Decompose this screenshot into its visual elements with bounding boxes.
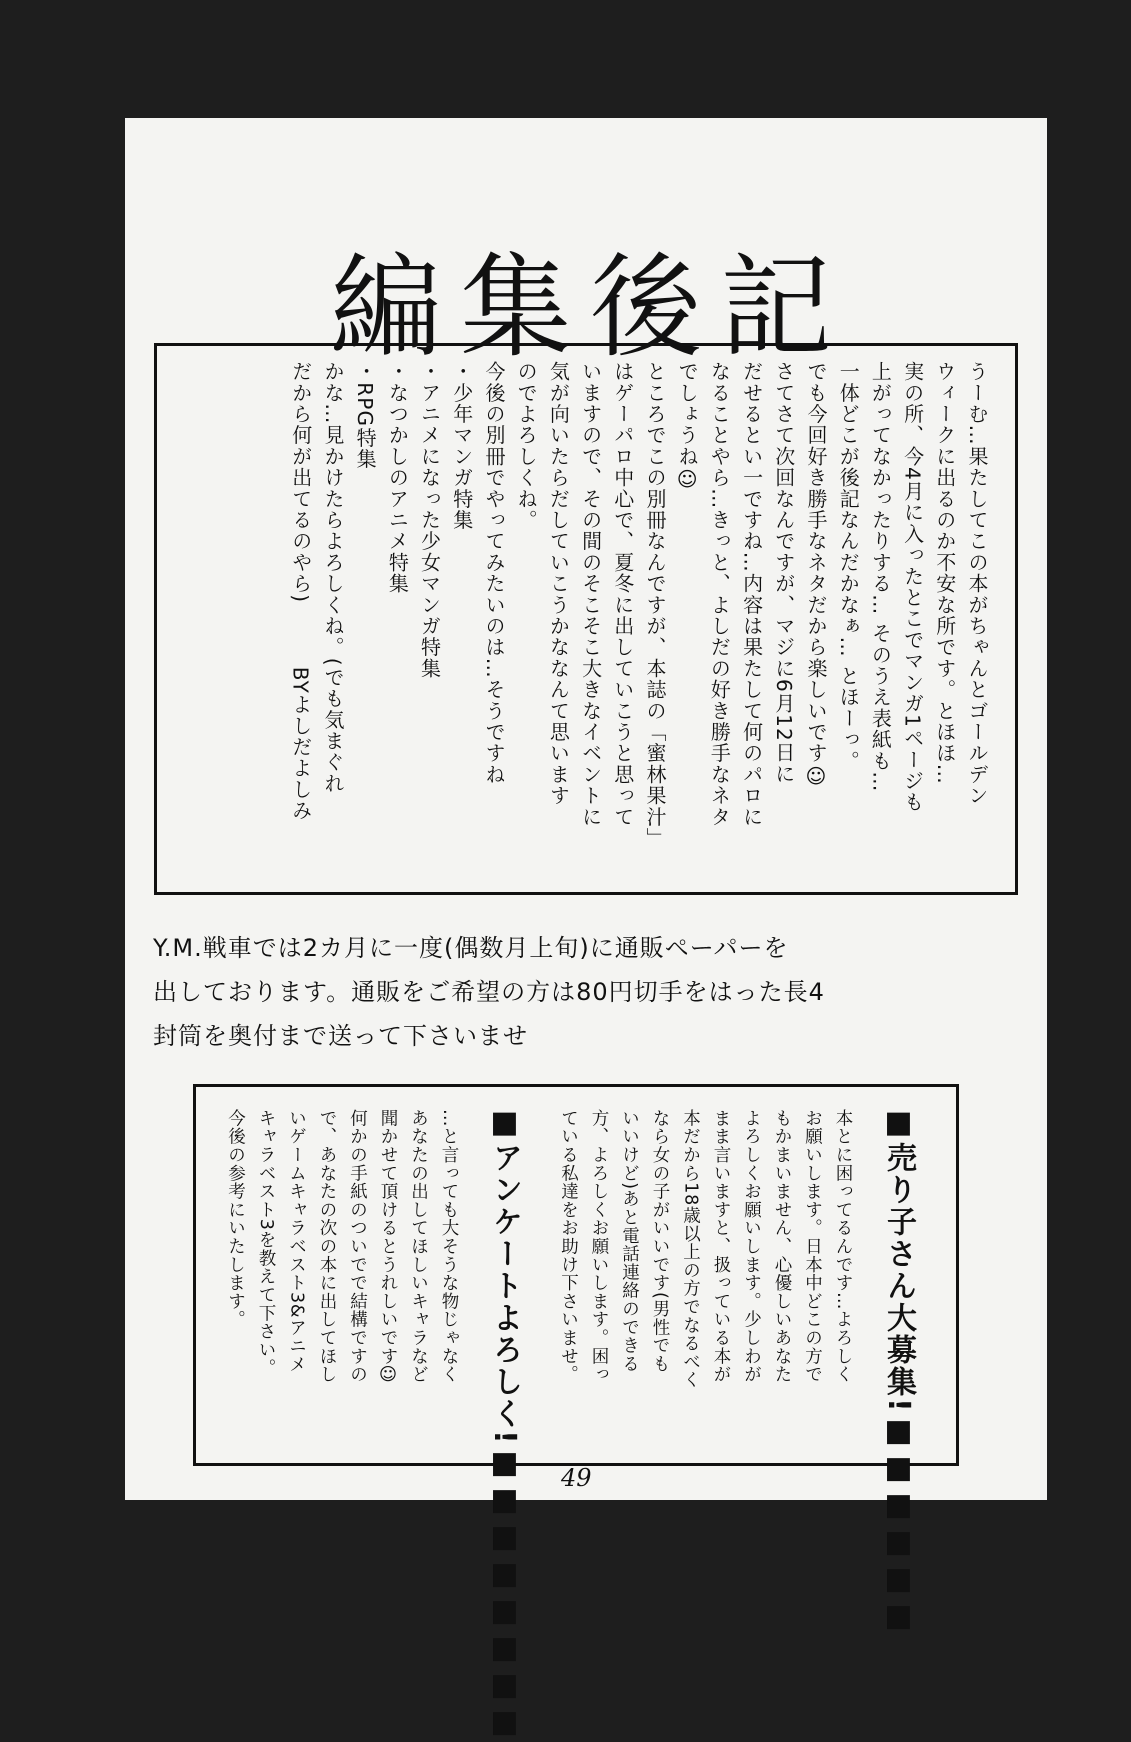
mail-order-notice [153, 926, 1033, 1058]
survey-text: …と言っても大そうな物じゃなく あなたの出してほしいキャラなど 聞かせて頂けるとうれしいです☺ 何かの手紙のついでで結構ですの で、あなたの次の本に出してほし いゲームキャラベスト3&アニメ キャラベスト3を教えて下さい。 今後の参考にいたします。 [225, 1109, 459, 1386]
notice-line-2: 出しております。通販をご希望の方は80円切手をはった長4 [153, 978, 825, 1006]
page [125, 118, 1047, 1742]
page-title: 編集後記 [330, 243, 850, 374]
recruit-text: 本とに困ってるんです…よろしく お願いします。日本中どこの方で もかまいません、心優しいあなた よろしくお願いします。少しわが まま言いますと、扱っている本が 本だから18歳以上の方でなるべく なら女の子がいいです(男性でも いいけど)あと電話連絡のできる 方、よろしくお願いします。困っ ている私達をお助け下さいませ。 [558, 1109, 853, 1390]
recruit-heading: ■売り子さん大募集!■■■■■■ [881, 1105, 916, 1636]
editorial-note-text: うーむ…果たしてこの本がちゃんとゴールデン ウィークに出るのか不安な所です。とほほ… 実の所、今4月に入ったとこでマンガ1ページも 上がってなかったりする… そのうえ表紙も… 一体どこが後記なんだかなぁ… とほーっ。 でも今回好き勝手なネタだから楽しいです☺ さてさて次回なんですが、マジに6月12日に だせるとい一ですね…内容は果たして何のパロに なることやら…きっと、よしだの好き勝手なネタ でしょうね☺ ところでこの別冊なんですが、本誌の「蜜林果汁」 はゲーパロ中心で、夏冬に出していこうと思って いますので、その間のそこそこ大きなイベントに 気が向いたらだしていこうかななんて思います のでよろしくね。 今後の別冊でやってみたいのは…そうですね ・少年マンガ特集 ・アニメになった少女マンガ特集 ・なつかしのアニメ特集 ・RPG特集 かな…見かけたらよろしくね。(でも気まぐれ だから何が出てるのやら) BYよしだよしみ [288, 361, 989, 849]
notice-line-3: 封筒を奥付まで送って下さいませ [153, 1022, 528, 1050]
editorial-note-box [154, 343, 1018, 895]
survey-heading: ■アンケートよろしく!■■■■■■■■ [487, 1105, 522, 1742]
page-number: 49 [561, 1464, 592, 1492]
notice-line-1: Y.M.戦車では2カ月に一度(偶数月上旬)に通販ペーパーを [153, 934, 789, 962]
